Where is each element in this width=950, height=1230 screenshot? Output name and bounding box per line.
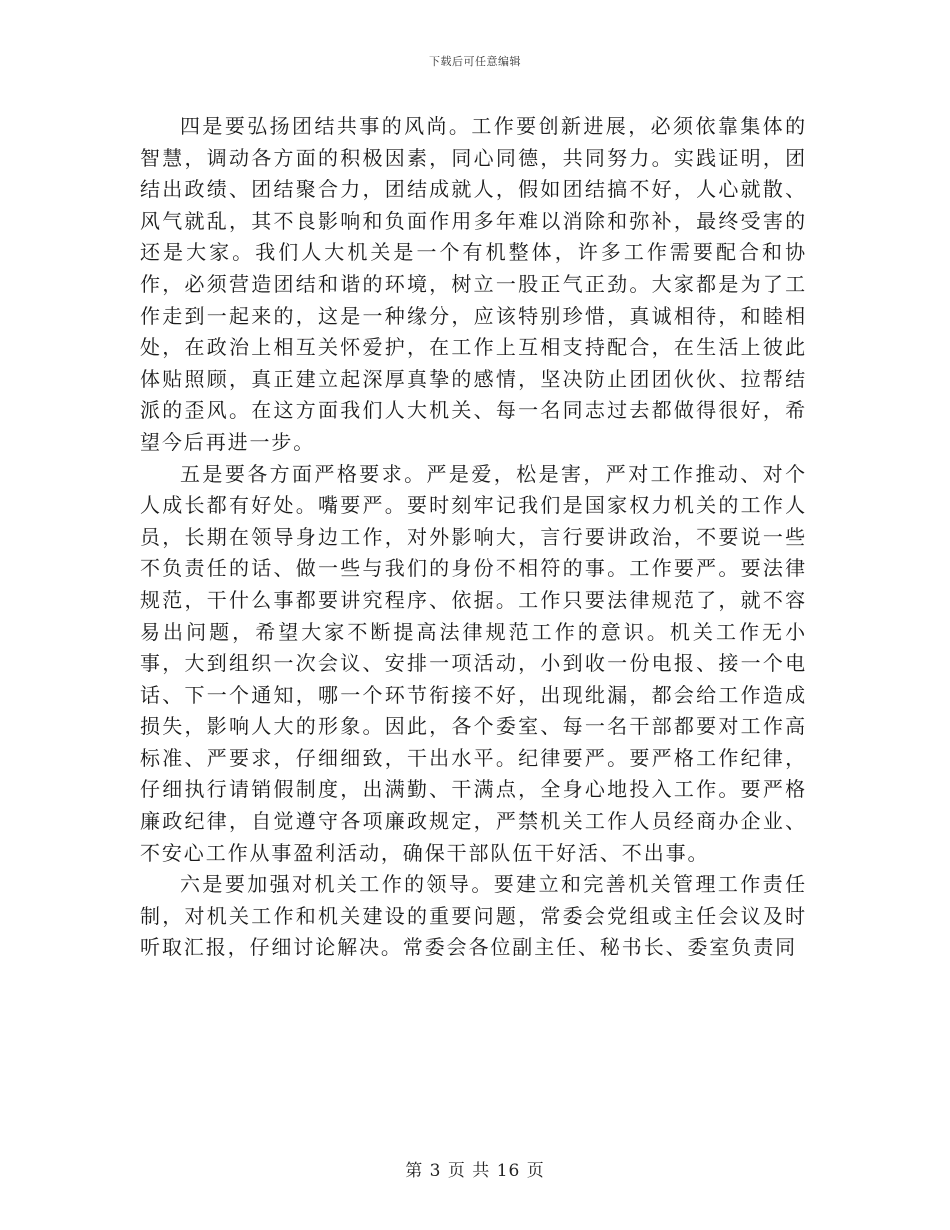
page-number-footer: 第 3 页 共 16 页 bbox=[405, 1161, 545, 1181]
paragraph-6: 六是要加强对机关工作的领导。要建立和完善机关管理工作责任制，对机关工作和机关建设的重要问题，常委会党组或主任会议及时听取汇报，仔细讨论解决。常委会各位副主任、秘书长、委室负责同 bbox=[140, 872, 807, 960]
paragraph-4: 四是要弘扬团结共事的风尚。工作要创新进展，必须依靠集体的智慧，调动各方面的积极因素，同心同德，共同努力。实践证明，团结出政绩、团结聚合力，团结成就人，假如团结搞不好，人心就散、风气就乱，其不良影响和负面作用多年难以消除和弥补，最终受害的还是大家。我们人大机关是一个有机整体，许多工作需要配合和协作，必须营造团结和谐的环境，树立一股正气正劲。大家都是为了工作走到一起来的，这是一种缘分，应该特别珍惜，真诚相待，和睦相处，在政治上相互关怀爱护，在工作上互相支持配合，在生活上彼此体贴照顾，真正建立起深厚真挚的感情，坚决防止团团伙伙、拉帮结派的歪风。在这方面我们人大机关、每一名同志过去都做得很好，希望今后再进一步。 bbox=[140, 114, 807, 454]
page-header-note: 下载后可任意编辑 bbox=[429, 55, 521, 68]
document-body bbox=[140, 111, 807, 964]
paragraph-5: 五是要各方面严格要求。严是爱，松是害，严对工作推动、对个人成长都有好处。嘴要严。要时刻牢记我们是国家权力机关的工作人员，长期在领导身边工作，对外影响大，言行要讲政治，不要说一些不负责任的话、做一些与我们的身份不相符的事。工作要严。要法律规范，干什么事都要讲究程序、依据。工作只要法律规范了，就不容易出问题，希望大家不断提高法律规范工作的意识。机关工作无小事，大到组织一次会议、安排一项活动，小到收一份电报、接一个电话、下一个通知，哪一个环节衔接不好，出现纰漏，都会给工作造成损失，影响人大的形象。因此，各个委室、每一名干部都要对工作高标准、严要求，仔细细致，干出水平。纪律要严。要严格工作纪律，仔细执行请销假制度，出满勤、干满点，全身心地投入工作。要严格廉政纪律，自觉遵守各项廉政规定，严禁机关工作人员经商办企业、不安心工作从事盈利活动，确保干部队伍干好活、不出事。 bbox=[140, 461, 807, 865]
